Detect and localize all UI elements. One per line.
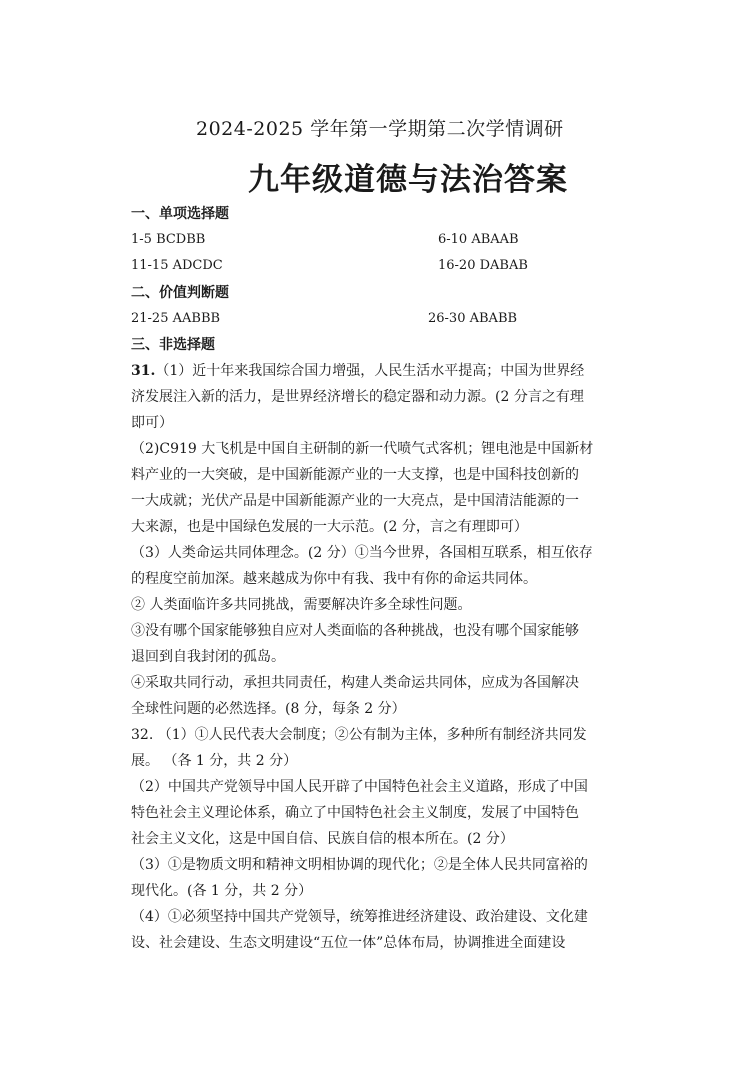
text-line: 一大成就；光伏产品是中国新能源产业的一大亮点，是中国清洁能源的一 xyxy=(131,493,579,509)
text-line: （2）中国共产党领导中国人民开辟了中国特色社会主义道路，形成了中国 xyxy=(131,779,588,795)
document-title: 九年级道德与法治答案 xyxy=(248,162,568,198)
text-line: 的程度空前加深。越来越成为你中有我、我中有你的命运共同体。 xyxy=(131,571,537,587)
section-heading-value-judgment: 二、价值判断题 xyxy=(131,285,229,301)
text-line: ④采取共同行动，承担共同责任，构建人类命运共同体，应成为各国解决 xyxy=(131,675,579,691)
text-line: 社会主义文化，这是中国自信、民族自信的根本所在。(2 分） xyxy=(131,831,514,847)
text-line: （3）人类命运共同体理念。(2 分）①当今世界，各国相互联系，相互依存 xyxy=(131,545,593,561)
text-line: 济发展注入新的活力，是世界经济增长的稳定器和动力源。(2 分言之有理 xyxy=(131,389,584,405)
text-line: 设、社会建设、生态文明建设“五位一体”总体布局，协调推进全面建设 xyxy=(131,935,566,951)
section-heading-non-choice: 三、非选择题 xyxy=(131,337,215,353)
text-line: （3）①是物质文明和精神文明相协调的现代化；②是全体人民共同富裕的 xyxy=(131,857,588,873)
text-line: （2)C919 大飞机是中国自主研制的新一代喷气式客机；锂电池是中国新材 xyxy=(131,441,594,457)
text-line: （4）①必须坚持中国共产党领导，统筹推进经济建设、政治建设、文化建 xyxy=(131,909,588,925)
answer-range-26-30: 26-30 ABABB xyxy=(428,311,518,326)
section-heading-single-choice: 一、单项选择题 xyxy=(131,206,229,222)
text-line: 特色社会主义理论体系，确立了中国特色社会主义制度，发展了中国特色 xyxy=(131,805,579,821)
answer-range-21-25: 21-25 AABBB xyxy=(131,311,221,326)
answer-range-6-10: 6-10 ABAAB xyxy=(438,232,519,247)
text-line: 展。 （各 1 分，共 2 分） xyxy=(131,753,298,769)
text-line: 退回到自我封闭的孤岛。 xyxy=(131,649,285,665)
text-line: 料产业的一大突破，是中国新能源产业的一大支撑，也是中国科技创新的 xyxy=(131,467,579,483)
text-line: 32. （1）①人民代表大会制度；②公有制为主体，多种所有制经济共同发 xyxy=(131,727,587,743)
answer-range-1-5: 1-5 BCDBB xyxy=(131,232,206,247)
text-line: 全球性问题的必然选择。(8 分，每条 2 分） xyxy=(131,701,406,717)
answer-range-16-20: 16-20 DABAB xyxy=(438,258,528,273)
text-line: ② 人类面临许多共同挑战，需要解决许多全球性问题。 xyxy=(131,597,472,613)
answer-range-11-15: 11-15 ADCDC xyxy=(131,258,223,273)
question-number: 31. xyxy=(131,363,156,379)
text-line: ③没有哪个国家能够独自应对人类面临的各种挑战，也没有哪个国家能够 xyxy=(131,623,579,639)
text-line: 现代化。(各 1 分，共 2 分） xyxy=(131,883,313,899)
document-subtitle: 2024-2025 学年第一学期第二次学情调研 xyxy=(196,118,564,140)
text-line: 即可） xyxy=(131,415,173,431)
text-line: 31.（1）近十年来我国综合国力增强，人民生活水平提高；中国为世界经 xyxy=(131,363,585,379)
text-line: 大来源，也是中国绿色发展的一大示范。(2 分，言之有理即可） xyxy=(131,519,528,535)
